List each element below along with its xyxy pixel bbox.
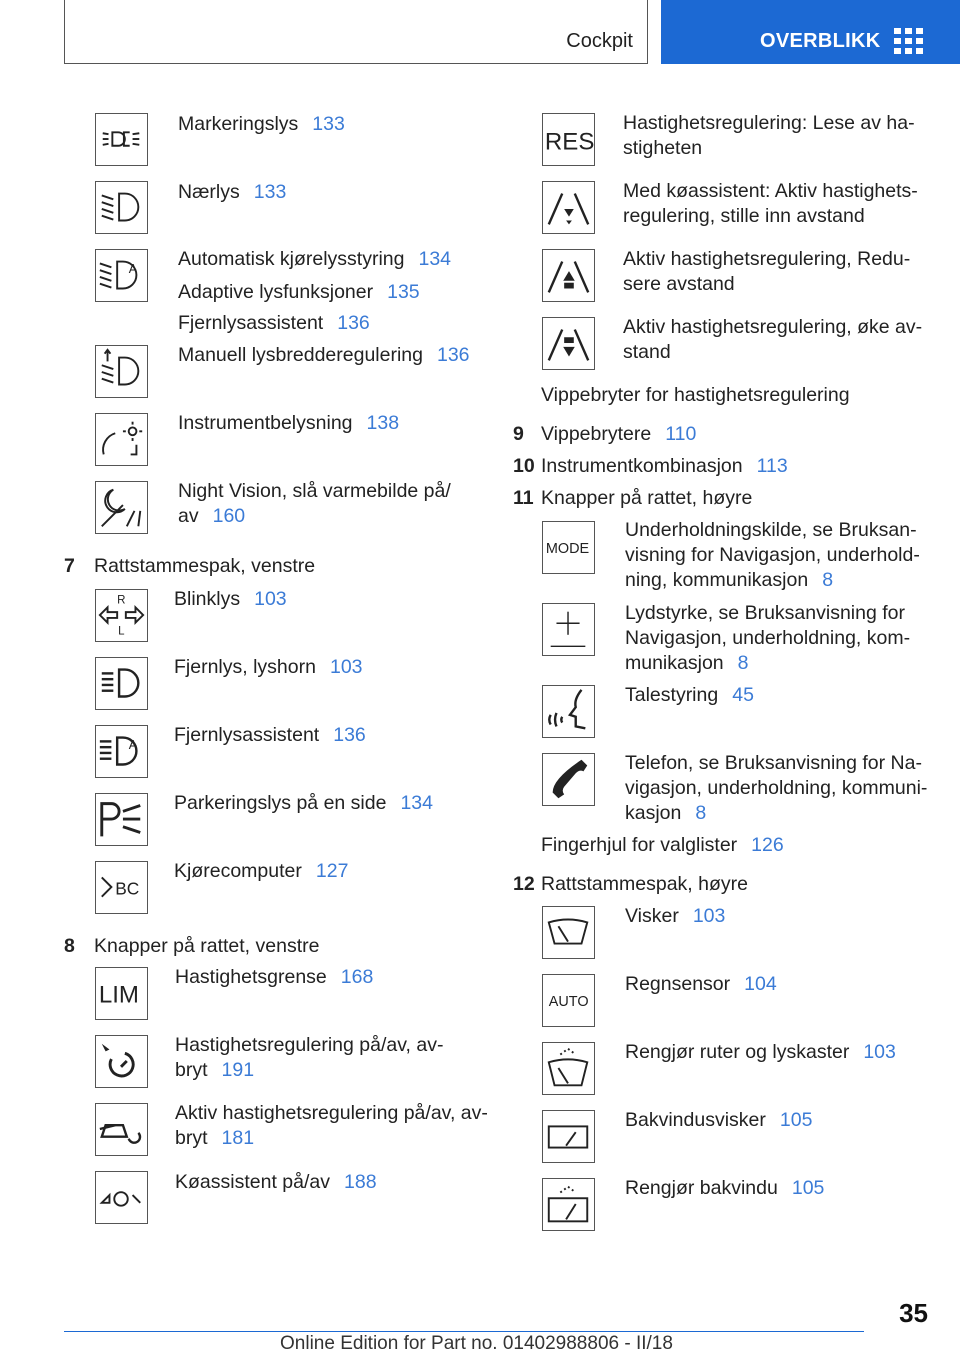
overview-button[interactable] [661,0,960,64]
page-ref-link[interactable]: 136 [436,344,470,366]
list-item: Talestyring 45 [625,684,754,706]
list-item: Rengjør ruter og lyskaster 103 [625,1041,896,1063]
list-item: Underholdningskilde, se Bruksan- visning for Navigasjon, underhold- ning, kommunikasjon 8 [625,519,920,591]
page-ref-link[interactable]: 134 [400,792,433,814]
list-item: Automatisk kjørelysstyring 134 [178,248,452,270]
volume-icon [542,603,595,656]
headlight-range-icon [95,345,148,398]
page-ref-link[interactable]: 191 [221,1059,255,1081]
traffic-jam-assistant-icon [95,1171,148,1224]
list-item: Regnsensor 104 [625,973,777,995]
page-ref-link[interactable]: 168 [340,966,374,988]
page-ref-link[interactable]: 110 [665,423,697,445]
section-number: 8 [64,935,75,957]
section-number: 12 [513,873,535,895]
rear-washer-icon [542,1178,595,1231]
list-item: Adaptive lysfunksjoner 135 [178,281,420,303]
page-ref-link[interactable]: 8 [695,802,707,824]
page-ref-link[interactable]: 136 [337,312,370,334]
page-ref-link[interactable]: 104 [744,973,777,995]
list-item: Rengjør bakvindu 105 [625,1177,825,1199]
svg-text:L: L [118,625,125,638]
high-beam-assistant-icon [95,725,148,778]
section-heading: Knapper på rattet, høyre [541,487,753,509]
page-ref-link[interactable]: 8 [737,652,749,674]
cruise-control-icon [95,1035,148,1088]
svg-text:MODE: MODE [545,540,590,557]
set-distance-icon [542,181,595,234]
increase-distance-icon [542,317,595,370]
page-ref-link[interactable]: 188 [344,1171,377,1193]
list-item: Manuell lysbredderegulering 136 [178,344,470,366]
list-item: Bakvindusvisker 105 [625,1109,813,1131]
svg-text:AUTO: AUTO [548,993,589,1010]
phone-icon [542,753,595,806]
page-ref-link[interactable]: 127 [315,860,349,882]
section-heading: Instrumentkombinasjon 113 [541,455,788,477]
svg-text:A: A [128,262,138,277]
list-item: Aktiv hastighetsregulering, øke av- stand [623,316,923,363]
rear-wiper-icon [542,1110,595,1163]
section-number: 10 [513,455,535,477]
page-ref-link[interactable]: 136 [333,724,366,746]
page-ref-link[interactable]: 160 [212,505,246,527]
section-number: 9 [513,423,524,445]
svg-text:BC: BC [115,878,140,899]
footer-edition: Online Edition for Part no. 01402988806 - II/18 [280,1333,673,1354]
side-lights-icon [95,113,148,166]
header-section-box [64,0,648,64]
onboard-computer-icon [95,861,148,914]
sub-heading: Fingerhjul for valglister 126 [541,834,784,856]
page-ref-link[interactable]: 8 [822,569,834,591]
svg-text:RES: RES [544,128,594,156]
high-beam-icon [95,657,148,710]
list-item: Hastighetsregulering: Lese av ha- stigheten [623,112,915,159]
parking-light-icon [95,793,148,846]
voice-control-icon [542,685,595,738]
section-heading: Knapper på rattet, venstre [94,935,320,957]
list-item: Night Vision, slå varmebilde på/ av 160 [178,480,451,527]
reduce-distance-icon [542,249,595,302]
mode-icon [542,521,595,574]
rain-sensor-icon [542,974,595,1027]
list-item: Nærlys 133 [178,181,287,203]
instrument-lighting-icon [95,413,148,466]
list-item: Fjernlys, lyshorn 103 [174,656,363,678]
list-item: Aktiv hastighetsregulering, Redu- sere avstand [623,248,911,295]
section-heading: Rattstammespak, høyre [541,873,748,895]
section-heading: Vippebrytere 110 [541,423,697,445]
page-ref-link[interactable]: 135 [387,281,420,303]
resume-speed-icon [542,113,595,166]
svg-text:A: A [128,738,138,753]
list-item: Instrumentbelysning 138 [178,412,400,434]
section-number: 11 [513,487,534,509]
list-item: Aktiv hastighetsregulering på/av, av- bryt 181 [175,1102,488,1149]
page-ref-link[interactable]: 103 [254,588,287,610]
section-heading: Rattstammespak, venstre [94,555,316,577]
list-item: Hastighetsregulering på/av, av- bryt 191 [175,1034,444,1081]
list-item: Markeringslys 133 [178,113,345,135]
list-item: Med køassistent: Aktiv hastighets- regulering, stille inn avstand [623,180,918,227]
header-section-title: Cockpit [566,30,633,52]
page-ref-link[interactable]: 181 [221,1127,255,1149]
page-ref-link[interactable]: 105 [791,1177,825,1199]
page-ref-link[interactable]: 103 [329,656,363,678]
sub-heading: Vippebryter for hastighetsregulering [541,384,850,406]
list-item: Fjernlysassistent 136 [174,724,366,746]
list-item: Køassistent på/av 188 [175,1171,377,1193]
svg-text:R: R [117,594,126,607]
list-item: Visker 103 [625,905,726,927]
list-item: Hastighetsgrense 168 [175,966,374,988]
wiper-icon [542,906,595,959]
section-number: 7 [64,555,75,577]
list-item: Blinklys 103 [174,588,287,610]
list-item: Parkeringslys på en side 134 [174,792,433,814]
low-beam-icon [95,181,148,234]
page-ref-link[interactable]: 105 [779,1109,813,1131]
speed-limiter-icon [95,967,148,1020]
active-cruise-control-icon [95,1103,148,1156]
page-ref-link[interactable]: 138 [366,412,400,434]
page-ref-link[interactable]: 45 [732,684,754,706]
page-ref-link[interactable]: 133 [312,113,345,135]
list-item: Lydstyrke, se Bruksanvisning for Navigasjon, underholdning, kom- munikasjon 8 [625,602,911,674]
svg-text:LIM: LIM [98,981,139,1009]
night-vision-icon [95,481,148,534]
list-item: Telefon, se Bruksanvisning for Na- vigasjon, underholdning, kommuni- kasjon 8 [625,752,928,824]
turn-signal-icon [95,589,148,642]
list-item: Fjernlysassistent 136 [178,312,370,334]
footer-divider [64,1331,864,1332]
washer-icon [542,1042,595,1095]
page-ref-link[interactable]: 103 [692,905,726,927]
page-number: 35 [899,1298,928,1328]
auto-headlight-icon [95,249,148,302]
list-item: Kjørecomputer 127 [174,860,349,882]
page-ref-link[interactable]: 133 [253,181,287,203]
page-ref-link[interactable]: 134 [418,248,452,270]
overview-label: OVERBLIKK [760,30,881,52]
page-ref-link[interactable]: 126 [751,834,784,856]
grid-icon [894,28,924,55]
page-ref-link[interactable]: 113 [756,455,788,477]
page-ref-link[interactable]: 103 [863,1041,896,1063]
